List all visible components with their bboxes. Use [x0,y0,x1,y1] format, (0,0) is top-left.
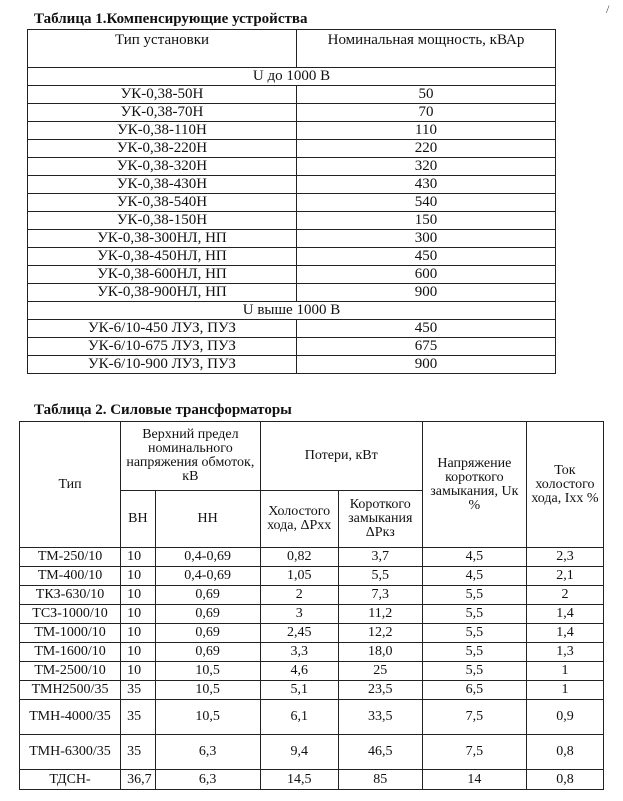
table-row [28,176,556,194]
device-power: 540 [297,194,556,212]
short-circuit-voltage: 4,5 [422,567,526,586]
device-power: 675 [297,338,556,356]
device-type: УК-0,38-450НЛ, НП [28,248,297,266]
idle-current: 1 [526,662,603,681]
transformer-type: ТМ-1600/10 [20,643,121,662]
header-idle-current: Ток холостого хода, Iхх % [526,422,603,548]
header-idle-losses: Холостого хода, ΔРхх [260,491,338,548]
table2-body [20,548,604,790]
short-circuit-losses: 5,5 [338,567,422,586]
table-row [28,140,556,158]
short-circuit-voltage: 14 [422,770,526,790]
short-circuit-voltage: 5,5 [422,624,526,643]
nn-voltage: 0,4-0,69 [155,567,260,586]
short-circuit-voltage: 4,5 [422,548,526,567]
nn-voltage: 10,5 [155,681,260,700]
transformer-type: ТМ-2500/10 [20,662,121,681]
device-type: УК-0,38-540Н [28,194,297,212]
header-short-circuit-losses: Короткого замыкания ΔРкз [338,491,422,548]
idle-losses: 2,45 [260,624,338,643]
table-row [28,320,556,338]
idle-current: 0,9 [526,700,603,735]
transformer-type: ТМН-6300/35 [20,735,121,770]
short-circuit-losses: 11,2 [338,605,422,624]
device-power: 900 [297,284,556,302]
table-row [28,266,556,284]
idle-losses: 0,82 [260,548,338,567]
device-type: УК-6/10-900 ЛУЗ, ПУЗ [28,356,297,374]
table1-body [28,30,556,374]
idle-current: 1,3 [526,643,603,662]
vn-voltage: 36,7 [121,770,156,790]
section-label: U выше 1000 В [28,302,556,320]
idle-current: 1,4 [526,605,603,624]
vn-voltage: 10 [121,567,156,586]
nn-voltage: 6,3 [155,735,260,770]
idle-current: 0,8 [526,770,603,790]
header-voltage: Верхний предел номинального напряжения обмоток, кВ [121,422,261,491]
transformer-type: ТМН-4000/35 [20,700,121,735]
section-row [28,68,556,86]
idle-losses: 2 [260,586,338,605]
header-power: Номинальная мощность, кВАр [297,30,556,68]
idle-losses: 3,3 [260,643,338,662]
table-row [28,338,556,356]
short-circuit-losses: 18,0 [338,643,422,662]
device-type: УК-0,38-300НЛ, НП [28,230,297,248]
device-type: УК-0,38-150Н [28,212,297,230]
device-power: 300 [297,230,556,248]
short-circuit-losses: 12,2 [338,624,422,643]
table-row [20,735,604,770]
table-row [28,86,556,104]
short-circuit-voltage: 7,5 [422,700,526,735]
idle-losses: 4,6 [260,662,338,681]
device-type: УК-0,38-900НЛ, НП [28,284,297,302]
device-power: 900 [297,356,556,374]
device-type: УК-0,38-70Н [28,104,297,122]
idle-losses: 9,4 [260,735,338,770]
nn-voltage: 0,69 [155,605,260,624]
header-short-circuit-voltage: Напряжение короткого замыкания, Uк % [422,422,526,548]
device-type: УК-0,38-600НЛ, НП [28,266,297,284]
header-losses: Потери, кВт [260,422,422,491]
nn-voltage: 0,69 [155,624,260,643]
idle-current: 1 [526,681,603,700]
idle-losses: 5,1 [260,681,338,700]
device-power: 450 [297,248,556,266]
vn-voltage: 10 [121,605,156,624]
pen-mark: / [606,2,610,16]
device-power: 220 [297,140,556,158]
table1-caption: Таблица 1.Компенсирующие устройства [34,11,308,27]
short-circuit-losses: 33,5 [338,700,422,735]
vn-voltage: 10 [121,586,156,605]
table-row [20,624,604,643]
transformer-type: ТМ-1000/10 [20,624,121,643]
device-power: 430 [297,176,556,194]
vn-voltage: 35 [121,700,156,735]
idle-losses: 3 [260,605,338,624]
header-nn: НН [155,491,260,548]
transformer-type: ТМ-250/10 [20,548,121,567]
device-type: УК-6/10-675 ЛУЗ, ПУЗ [28,338,297,356]
vn-voltage: 10 [121,643,156,662]
device-power: 320 [297,158,556,176]
short-circuit-voltage: 5,5 [422,605,526,624]
device-power: 450 [297,320,556,338]
device-type: УК-0,38-220Н [28,140,297,158]
table-row [28,356,556,374]
table1-header-row [28,30,556,68]
idle-current: 0,8 [526,735,603,770]
nn-voltage: 6,3 [155,770,260,790]
table-row [28,158,556,176]
table-row [20,605,604,624]
device-type: УК-0,38-50Н [28,86,297,104]
idle-current: 1,4 [526,624,603,643]
idle-losses: 14,5 [260,770,338,790]
table-row [20,586,604,605]
short-circuit-voltage: 5,5 [422,643,526,662]
idle-losses: 6,1 [260,700,338,735]
device-type: УК-0,38-110Н [28,122,297,140]
short-circuit-voltage: 6,5 [422,681,526,700]
short-circuit-voltage: 5,5 [422,662,526,681]
short-circuit-voltage: 5,5 [422,586,526,605]
device-type: УК-6/10-450 ЛУЗ, ПУЗ [28,320,297,338]
section-row [28,302,556,320]
short-circuit-losses: 7,3 [338,586,422,605]
nn-voltage: 0,69 [155,643,260,662]
device-type: УК-0,38-320Н [28,158,297,176]
vn-voltage: 35 [121,735,156,770]
transformer-type: ТСЗ-1000/10 [20,605,121,624]
short-circuit-losses: 3,7 [338,548,422,567]
table-row [28,104,556,122]
header-type: Тип [20,422,121,548]
table-row [20,681,604,700]
table-row [28,230,556,248]
device-power: 110 [297,122,556,140]
device-power: 50 [297,86,556,104]
transformer-type: ТМ-400/10 [20,567,121,586]
device-power: 150 [297,212,556,230]
transformer-type: ТМН2500/35 [20,681,121,700]
short-circuit-losses: 23,5 [338,681,422,700]
short-circuit-losses: 46,5 [338,735,422,770]
nn-voltage: 10,5 [155,700,260,735]
vn-voltage: 10 [121,548,156,567]
table-row [20,770,604,790]
table-row [20,700,604,735]
table-row [20,662,604,681]
idle-current: 2,3 [526,548,603,567]
nn-voltage: 0,4-0,69 [155,548,260,567]
table-row [28,122,556,140]
nn-voltage: 0,69 [155,586,260,605]
vn-voltage: 35 [121,681,156,700]
section-label: U до 1000 В [28,68,556,86]
nn-voltage: 10,5 [155,662,260,681]
idle-losses: 1,05 [260,567,338,586]
transformer-type: ТКЗ-630/10 [20,586,121,605]
header-vn: ВН [121,491,156,548]
table2-header-row-1 [20,422,604,491]
compensating-devices-table [27,29,556,374]
table-row [28,248,556,266]
device-type: УК-0,38-430Н [28,176,297,194]
idle-current: 2,1 [526,567,603,586]
idle-current: 2 [526,586,603,605]
device-power: 600 [297,266,556,284]
device-power: 70 [297,104,556,122]
short-circuit-losses: 25 [338,662,422,681]
table-row [28,194,556,212]
vn-voltage: 10 [121,662,156,681]
vn-voltage: 10 [121,624,156,643]
short-circuit-voltage: 7,5 [422,735,526,770]
header-type: Тип установки [28,30,297,68]
transformer-type: ТДСН- [20,770,121,790]
table-row [20,567,604,586]
short-circuit-losses: 85 [338,770,422,790]
table-row [28,212,556,230]
table2-caption: Таблица 2. Силовые трансформаторы [34,402,292,418]
table-row [20,548,604,567]
power-transformers-table [19,421,604,790]
table-row [20,643,604,662]
table-row [28,284,556,302]
